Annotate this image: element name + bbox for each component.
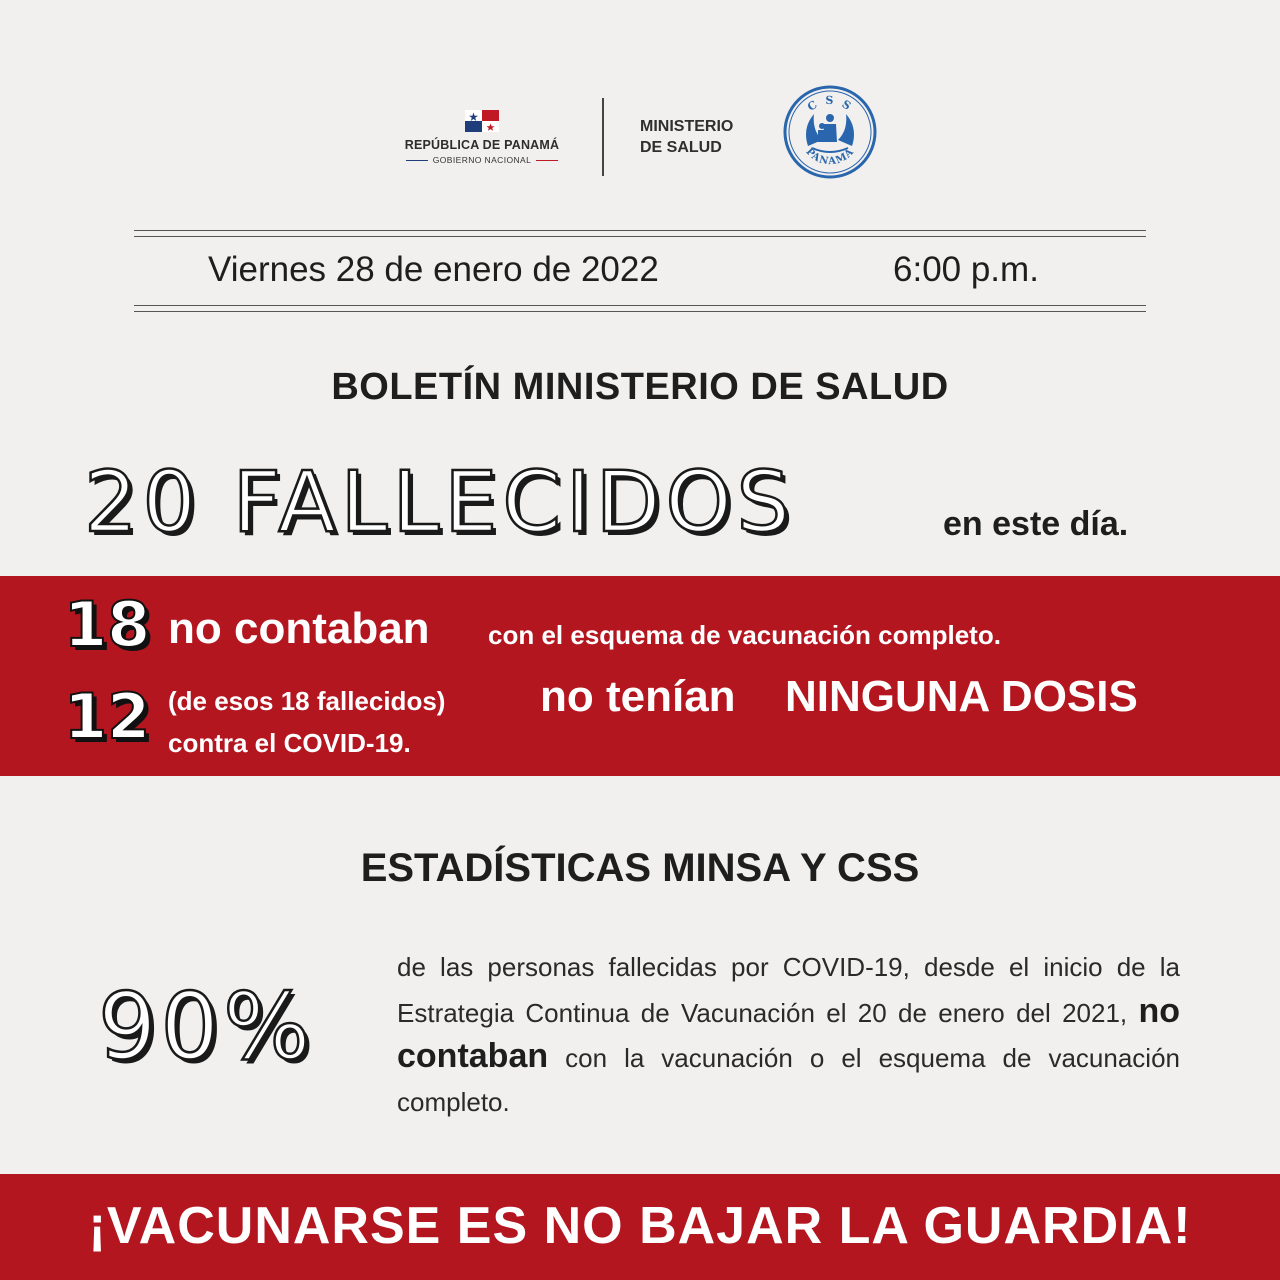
unvaccinated-small-text: con el esquema de vacunación completo. [488,620,1001,650]
deaths-word: FALLECIDOS [232,453,795,551]
svg-text:PANAMA [803,146,856,167]
no-dose-count: 12 [64,680,151,753]
rule-top-1 [134,230,1146,231]
stats-text-bold: no contaban [397,991,1180,1075]
css-logo-top-text: C S S [805,93,855,114]
gov-sub-row [396,155,568,165]
svg-text:C S S [805,94,855,114]
banner-slogan: ¡VACUNARSE ES NO BAJAR LA GUARDIA! [88,1197,1192,1255]
stats-title: ESTADÍSTICAS MINSA Y CSS [360,846,920,890]
stats-text-before: de las personas fallecidas por COVID-19, desde el inicio de la Estrategia Continua de Vacunación el 20 de enero del 2021, [397,952,1180,1028]
unvaccinated-count: 18 [64,588,151,661]
no-dose-note: (de esos 18 fallecidos) [168,686,446,716]
panama-flag-icon [465,110,499,132]
stats-paragraph [397,946,1180,1124]
logo-divider [602,98,604,176]
ministry-line1: MINISTERIO [640,118,734,135]
rule-top-2 [134,236,1146,237]
deaths-suffix: en este día. [943,505,1129,543]
css-logo [782,84,878,180]
divider-line [536,160,558,161]
bulletin-title: BOLETÍN MINISTERIO DE SALUD [331,366,949,408]
hand-right-icon [838,114,854,146]
rule-bottom-1 [134,305,1146,306]
date-time: 6:00 p.m. [893,250,1039,289]
deaths-headline [84,452,795,552]
no-dose-big-text-2: NINGUNA DOSIS [785,672,1138,721]
minsa-logo [640,116,733,158]
stats-percent: 90% [98,973,315,1080]
no-dose-big-text-1: no tenían [540,672,736,721]
gobierno-logo [396,110,568,165]
date-day: Viernes 28 de enero de 2022 [208,250,659,289]
unvaccinated-big-text: no contaban [168,604,430,653]
deaths-count: 20 [84,453,201,551]
gov-name: REPÚBLICA DE PANAMÁ [404,138,560,152]
gov-sub: GOBIERNO NACIONAL [432,155,532,165]
no-dose-line2: contra el COVID-19. [168,728,411,758]
css-logo-bottom-text: PANAMA [803,146,857,168]
divider-line [406,160,428,161]
stats-text-after: con la vacunación o el esquema de vacunación completo. [397,1043,1180,1117]
ministry-line2: DE SALUD [640,139,722,156]
rule-bottom-2 [134,311,1146,312]
